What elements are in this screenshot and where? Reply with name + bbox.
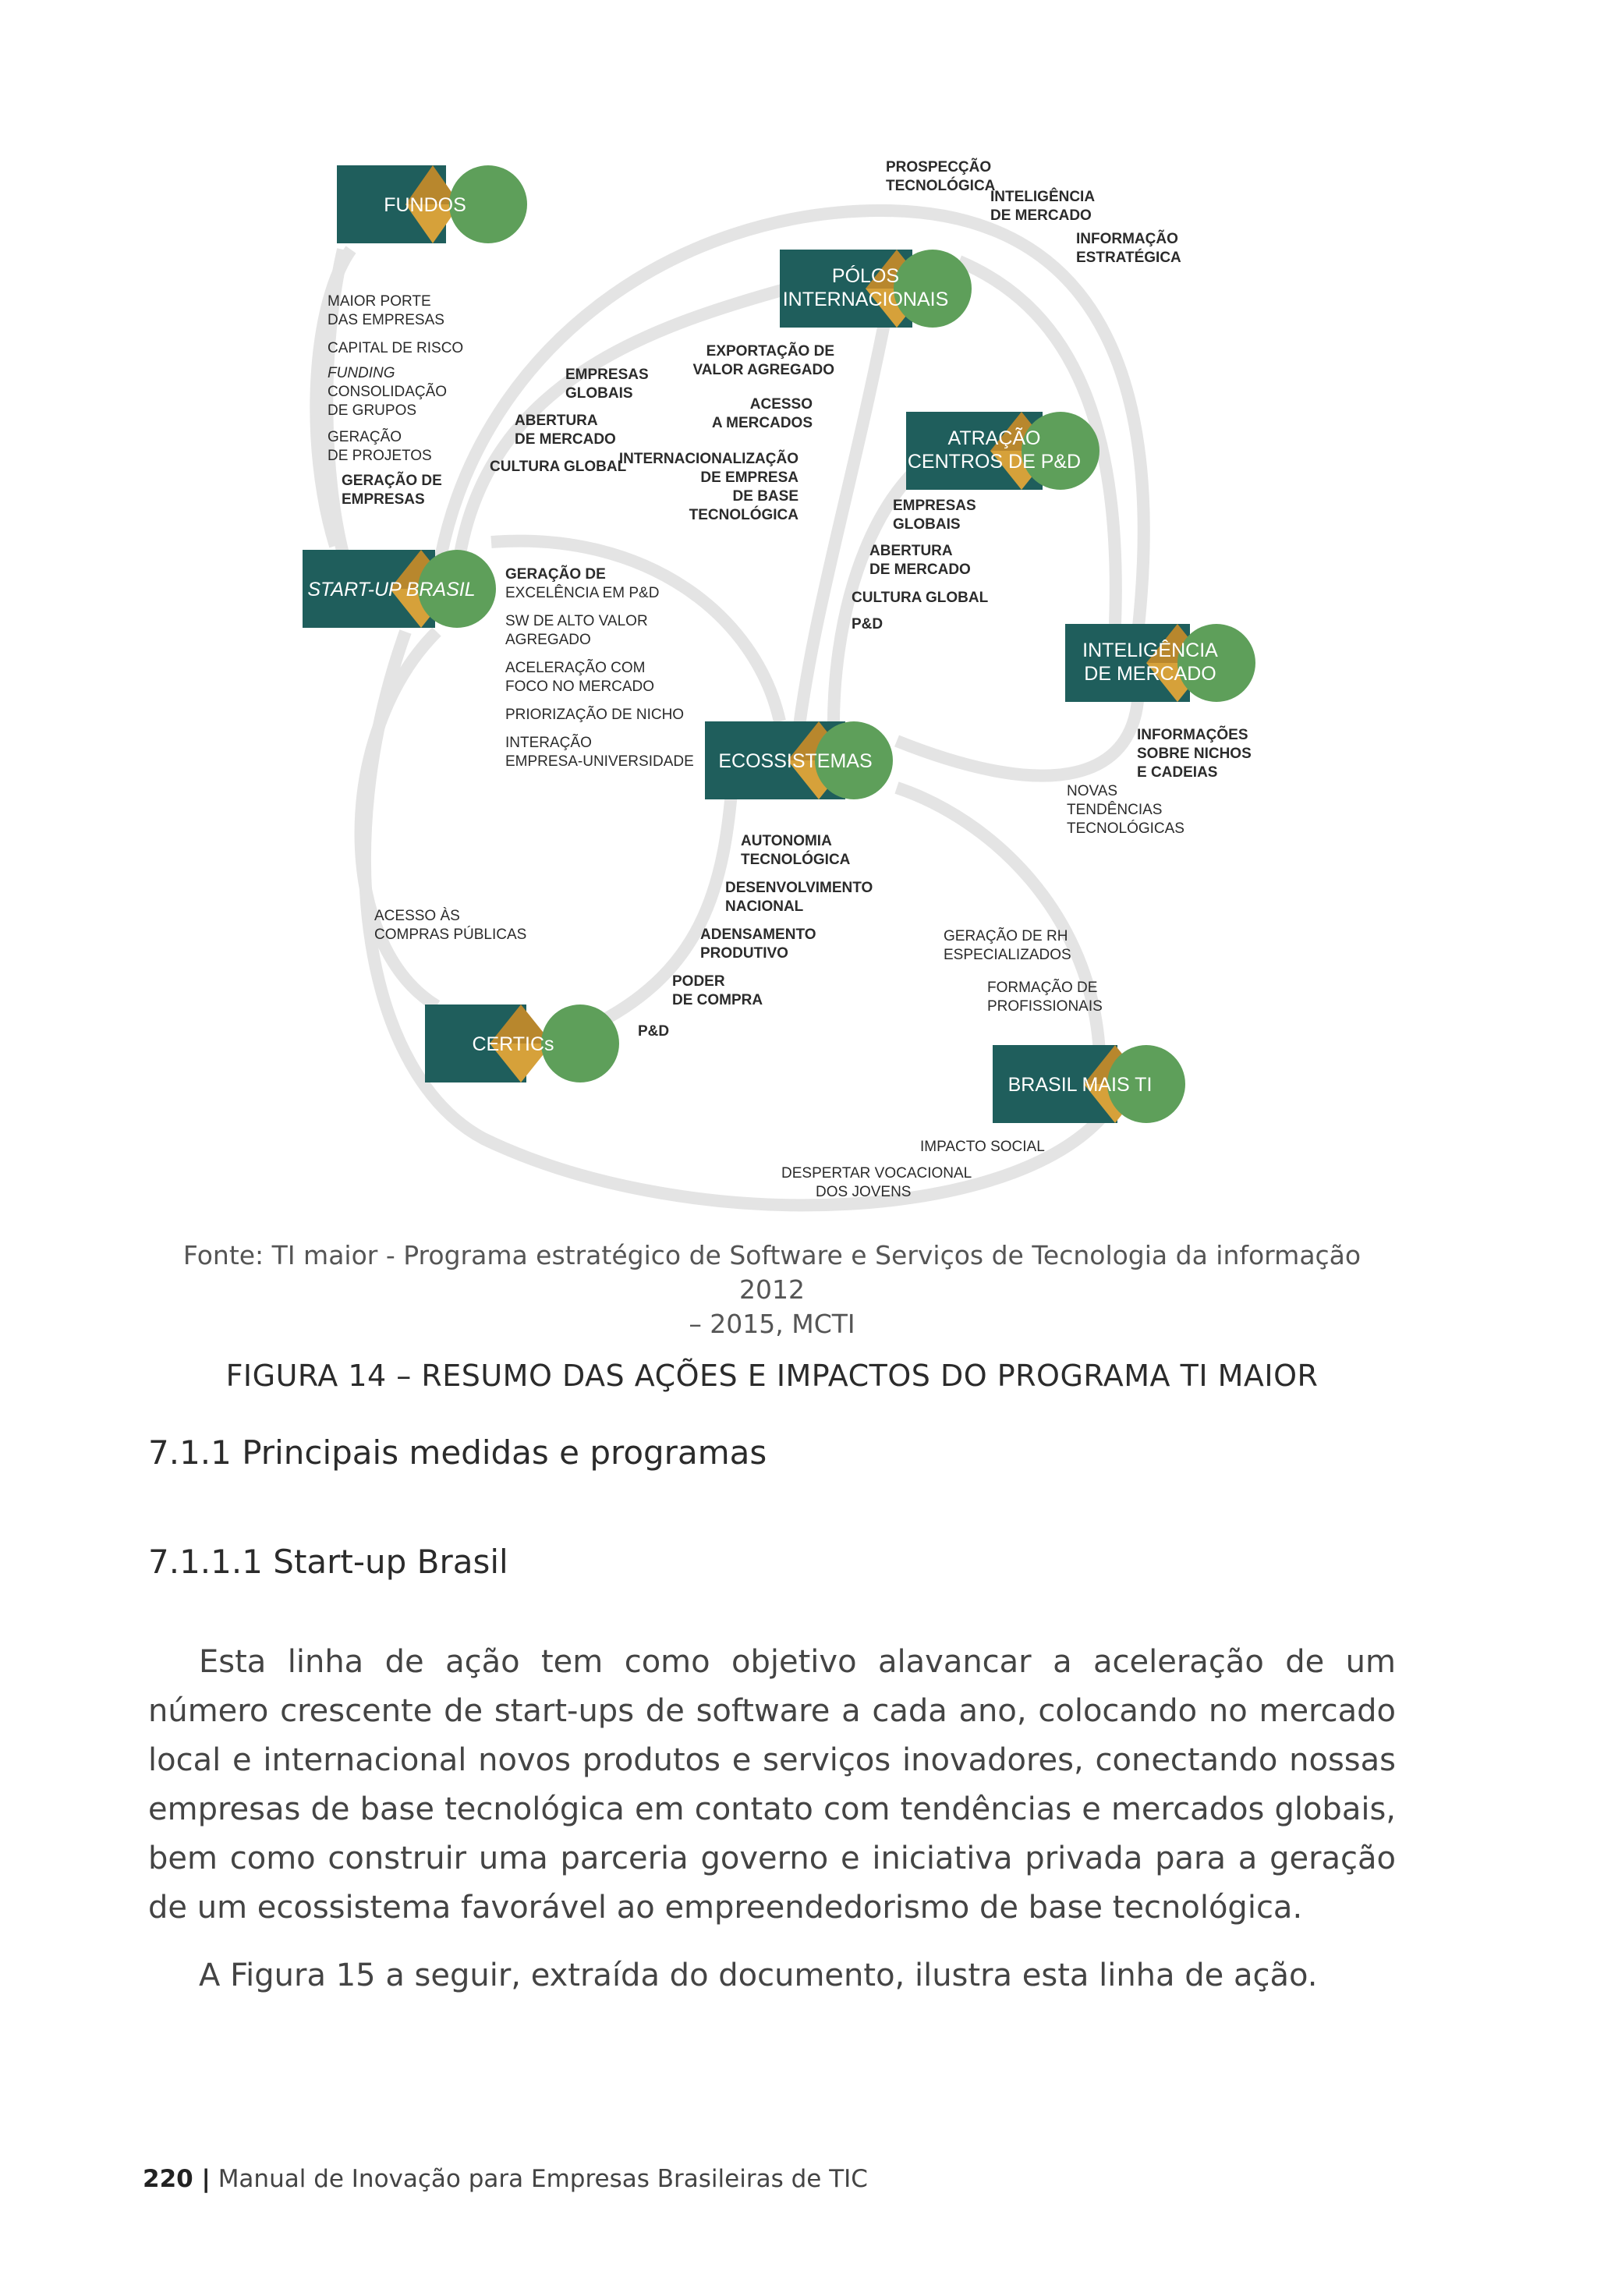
page-number: 220 | <box>143 2165 211 2193</box>
paragraph-1: Esta linha de ação tem como objetivo alavancar a aceleração de um número crescente de start-ups de software a cada ano, colocando no mercado local e internacional novos produtos e serviços inovadores, conectando nossas empresas de base tecnológica em contato com tendências e mercados globais, bem como construir uma parceria governo e iniciativa privada para a geração de um ecossistema favorável ao empreendedorismo de base tecnológica. <box>148 1644 1396 1926</box>
label-novas-2: TENDÊNCIAS <box>1067 802 1163 818</box>
arrow-certics-ecoss <box>585 772 733 1029</box>
label-internac-3: DE BASE <box>732 488 798 505</box>
label-info-nichos-1: INFORMAÇÕES <box>1137 727 1248 743</box>
label-left-9: GERAÇÃO DE <box>342 473 442 489</box>
node-label-polos-2: INTERNACIONAIS <box>782 289 949 310</box>
label-prospeccao-2: TECNOLÓGICA <box>886 178 996 194</box>
page-footer <box>143 2165 868 2193</box>
paragraph-2: A Figura 15 a seguir, extraída do documento, ilustra esta linha de ação. <box>199 1958 1318 1993</box>
label-internac-2: DE EMPRESA <box>700 469 798 486</box>
label-eco-1: AUTONOMIA <box>741 833 832 849</box>
node-label-brasil-mais-ti: BRASIL MAIS TI <box>1007 1074 1153 1096</box>
label-internac-1: INTERNACIONALIZAÇÃO <box>618 451 798 467</box>
label-intel-top-2: DE MERCADO <box>990 207 1092 224</box>
label-atr-6: P&D <box>852 616 883 632</box>
source-line-1: Fonte: TI maior - Programa estratégico de Software e Serviços de Tecnologia da informação 2012 <box>182 1240 1362 1305</box>
label-exportacao-1: EXPORTAÇÃO DE <box>706 343 834 360</box>
label-startup-6: FOCO NO MERCADO <box>505 679 655 695</box>
node-fundos <box>337 165 527 243</box>
figure-source <box>148 1238 1396 1341</box>
node-ecossistemas <box>705 721 893 799</box>
label-atr-1: EMPRESAS <box>893 498 976 514</box>
figure-caption: FIGURA 14 – RESUMO DAS AÇÕES E IMPACTOS DO PROGRAMA TI MAIOR <box>225 1359 1319 1393</box>
label-certics-pd: P&D <box>638 1023 670 1040</box>
node-atracao <box>906 412 1099 490</box>
label-formacao-1: FORMAÇÃO DE <box>987 980 1098 996</box>
label-atr-5: CULTURA GLOBAL <box>852 590 989 606</box>
label-geracao-rh-1: GERAÇÃO DE RH <box>944 928 1068 944</box>
source-line-2: – 2015, MCTI <box>689 1309 855 1339</box>
footer-title: Manual de Inovação para Empresas Brasileiras de TIC <box>218 2165 868 2193</box>
label-acesso-1: ACESSO <box>749 396 813 413</box>
label-empresas-globais-1: EMPRESAS <box>565 367 649 383</box>
node-label-atracao-1: ATRAÇÃO <box>947 427 1041 449</box>
label-novas-3: TECNOLÓGICAS <box>1067 820 1184 837</box>
node-label-polos-1: PÓLOS <box>831 265 900 287</box>
label-eco-6: PRODUTIVO <box>700 945 788 962</box>
body-text <box>148 1638 1396 2019</box>
label-left-5: CONSOLIDAÇÃO <box>328 384 448 400</box>
node-label-certics: CERTICs <box>472 1033 554 1055</box>
label-eco-4: NACIONAL <box>725 898 804 915</box>
label-startup-9: EMPRESA-UNIVERSIDADE <box>505 753 694 770</box>
label-atr-3: ABERTURA <box>869 543 953 559</box>
label-abertura-2: DE MERCADO <box>515 431 616 448</box>
node-label-inteligencia-1: INTELIGÊNCIA <box>1082 640 1218 661</box>
label-despertar-2: DOS JOVENS <box>816 1184 912 1200</box>
label-left-10: EMPRESAS <box>342 491 425 508</box>
label-startup-4: AGREGADO <box>505 632 591 648</box>
node-startup <box>303 550 496 628</box>
label-left-1: MAIOR PORTE <box>328 293 431 310</box>
label-startup-8: INTERAÇÃO <box>505 735 592 751</box>
label-eco-8: DE COMPRA <box>672 992 763 1008</box>
label-informacao-1: INFORMAÇÃO <box>1076 231 1178 247</box>
label-startup-2: EXCELÊNCIA EM P&D <box>505 585 660 601</box>
label-formacao-2: PROFISSIONAIS <box>987 998 1103 1015</box>
label-left-2: DAS EMPRESAS <box>328 312 444 328</box>
label-startup-3: SW DE ALTO VALOR <box>505 613 648 629</box>
label-impacto: IMPACTO SOCIAL <box>920 1139 1045 1155</box>
label-left-6: DE GRUPOS <box>328 402 417 419</box>
diagram-canvas <box>289 148 1310 1240</box>
label-acesso-compras-1: ACESSO ÀS <box>374 908 460 924</box>
label-atr-4: DE MERCADO <box>869 562 971 578</box>
label-atr-2: GLOBAIS <box>893 516 961 533</box>
label-left-8: DE PROJETOS <box>328 448 432 464</box>
label-cultura: CULTURA GLOBAL <box>490 459 627 475</box>
label-intel-top-1: INTELIGÊNCIA <box>990 189 1096 205</box>
label-startup-1: GERAÇÃO DE <box>505 566 606 583</box>
node-inteligencia <box>1065 624 1255 702</box>
ti-maior-diagram <box>289 148 1310 1240</box>
label-informacao-2: ESTRATÉGICA <box>1076 250 1181 266</box>
label-eco-5: ADENSAMENTO <box>700 927 816 943</box>
node-label-fundos: FUNDOS <box>384 194 466 216</box>
label-left-7: GERAÇÃO <box>328 429 402 445</box>
label-geracao-rh-2: ESPECIALIZADOS <box>944 947 1071 963</box>
node-label-ecossistemas: ECOSSISTEMAS <box>718 750 873 772</box>
label-eco-7: PODER <box>672 973 725 990</box>
node-label-atracao-2: CENTROS DE P&D <box>907 451 1082 473</box>
node-certics <box>425 1004 619 1082</box>
label-left-3: CAPITAL DE RISCO <box>328 340 464 356</box>
label-startup-7: PRIORIZAÇÃO DE NICHO <box>505 707 685 723</box>
subsection-heading: 7.1.1.1 Start-up Brasil <box>148 1543 508 1581</box>
label-eco-3: DESENVOLVIMENTO <box>725 880 873 896</box>
label-eco-2: TECNOLÓGICA <box>741 852 851 868</box>
label-prospeccao-1: PROSPECÇÃO <box>886 159 992 175</box>
label-abertura-1: ABERTURA <box>515 413 598 429</box>
label-acesso-2: A MERCADOS <box>711 415 813 431</box>
label-exportacao-2: VALOR AGREGADO <box>692 362 834 378</box>
node-brasil-mais-ti <box>993 1045 1185 1123</box>
label-internac-4: TECNOLÓGICA <box>689 507 798 523</box>
label-startup-5: ACELERAÇÃO COM <box>505 660 646 676</box>
node-label-inteligencia-2: DE MERCADO <box>1084 663 1216 685</box>
section-heading: 7.1.1 Principais medidas e programas <box>148 1433 767 1472</box>
label-empresas-globais-2: GLOBAIS <box>565 385 633 402</box>
label-despertar-1: DESPERTAR VOCACIONAL <box>781 1165 972 1182</box>
label-info-nichos-2: SOBRE NICHOS <box>1137 746 1252 762</box>
label-novas-1: NOVAS <box>1067 783 1118 799</box>
node-polos <box>780 250 972 328</box>
label-acesso-compras-2: COMPRAS PÚBLICAS <box>374 927 527 943</box>
node-label-startup: START-UP BRASIL <box>307 579 476 601</box>
label-left-4: FUNDING <box>328 365 395 381</box>
label-info-nichos-3: E CADEIAS <box>1137 764 1218 781</box>
